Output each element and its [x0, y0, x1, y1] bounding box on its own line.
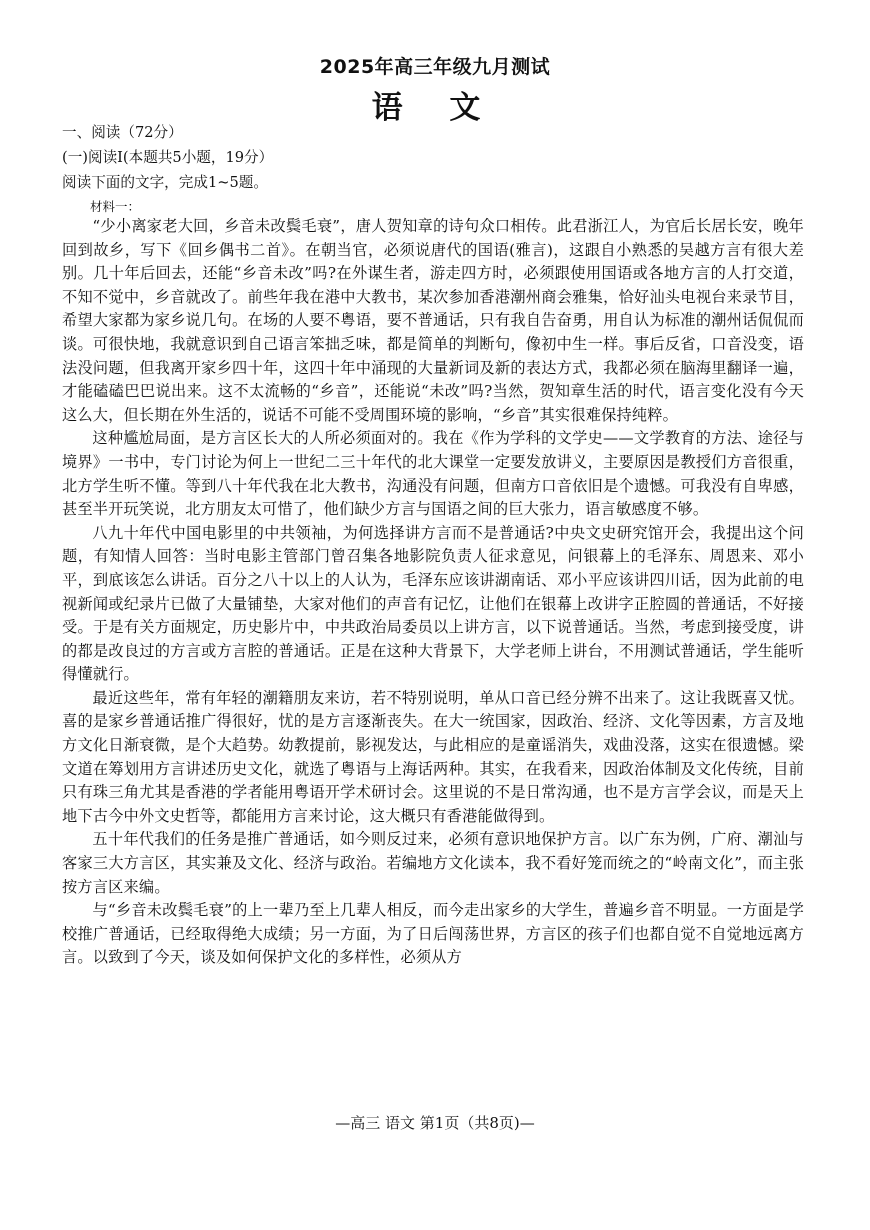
instruction-text: 阅读下面的文字，完成1~5题。	[62, 174, 268, 191]
exam-title: 2025年高三年级九月测试	[319, 56, 551, 78]
page-footer: —高三 语文 第1页（共8页)—	[335, 1114, 535, 1132]
material-label: 材料一：	[90, 199, 141, 214]
section-part-heading: 一、阅读（72分）	[62, 124, 183, 141]
passage	[62, 215, 804, 970]
paragraph: 八九十年代中国电影里的中共领袖，为何选择讲方言而不是普通话?中央文史研究馆开会，我提出这个问题，有知情人回答：当时电影主管部门曾召集各地影院负责人征求意见，问银幕上的毛泽东、周恩来、邓小平，到底该怎么讲话。百分之八十以上的人认为，毛泽东应该讲湖南话、邓小平应该讲四川话，因为此前的电视新闻或纪录片已做了大量铺垫，大家对他们的声音有记忆，让他们在银幕上改讲字正腔圆的普通话，不好接受。于是有关方面规定，历史影片中，中共政治局委员以上讲方言，以下说普通话。当然，考虑到接受度，讲的都是改良过的方言或方言腔的普通话。正是在这种大背景下，大学老师上讲台，不用测试普通话，学生能听得懂就行。	[62, 523, 804, 684]
subsection-heading: (一)阅读Ⅰ(本题共5小题，19分）	[62, 149, 274, 166]
subject-title: 语 文	[371, 90, 499, 126]
paragraph: 五十年代我们的任务是推广普通话，如今则反过来，必须有意识地保护方言。以广东为例，广府、潮汕与客家三大方言区，其实兼及文化、经济与政治。若编地方文化读本，我不看好笼而统之的“岭南文化”，而主张按方言区来编。	[62, 830, 804, 896]
paragraph: “少小离家老大回，乡音未改鬓毛衰”，唐人贺知章的诗句众口相传。此君浙江人，为官后长居长安，晚年回到故乡，写下《回乡偶书二首》。在朝当官，必须说唐代的国语(雅言)，这跟自小熟悉的吴越方言有很大差别。几十年后回去，还能“乡音未改”吗?在外谋生者，游走四方时，必须跟使用国语或各地方言的人打交道，不知不觉中，乡音就改了。前些年我在港中大教书，某次参加香港潮州商会雅集，恰好汕头电视台来录节目，希望大家都为家乡说几句。在场的人要不粤语，要不普通话，只有我自告奋勇，用自认为标准的潮州话侃侃而谈。可很快地，我就意识到自己语言笨拙乏味，都是简单的判断句，像初中生一样。事后反省，口音没变，语法没问题，但我离开家乡四十年，这四十年中涌现的大量新词及新的表达方式，我都必须在脑海里翻译一遍，才能磕磕巴巴说出来。这不太流畅的“乡音”，还能说“未改”吗?当然，贺知章生活的时代，语言变化没有今天这么大，但长期在外生活的，说话不可能不受周围环境的影响，“乡音”其实很难保持纯粹。	[62, 217, 804, 424]
paragraph: 最近这些年，常有年轻的潮籍朋友来访，若不特别说明，单从口音已经分辨不出来了。这让我既喜又忧。喜的是家乡普通话推广得很好，忧的是方言逐渐丧失。在大一统国家，因政治、经济、文化等因素，方言及地方文化日渐衰微，是个大趋势。幼教提前，影视发达，与此相应的是童谣消失，戏曲没落，这实在很遗憾。梁文道在筹划用方言讲述历史文化，就选了粤语与上海话两种。其实，在我看来，因政治体制及文化传统，目前只有珠三角尤其是香港的学者能用粤语开学术研讨会。这里说的不是日常沟通，也不是方言学会议，而是天上地下古今中外文史哲等，都能用方言来讨论，这大概只有香港能做得到。	[62, 688, 804, 825]
paragraph: 这种尴尬局面，是方言区长大的人所必须面对的。我在《作为学科的文学史——文学教育的方法、途径与境界》一书中，专门讨论为何上一世纪二三十年代的北大课堂一定要发放讲义，主要原因是教授们方音很重，北方学生听不懂。等到八十年代我在北大教书，沟通没有问题，但南方口音依旧是个遗憾。可我没有自卑感，甚至半开玩笑说，北方朋友太可惜了，他们缺少方言与国语之间的巨大张力，语言敏感度不够。	[62, 429, 804, 519]
paragraph: 与“乡音未改鬓毛衰”的上一辈乃至上几辈人相反，而今走出家乡的大学生，普遍乡音不明显。一方面是学校推广普通话，已经取得绝大成绩；另一方面，为了日后闯荡世界，方言区的孩子们也都自觉不自觉地远离方言。以致到了今天，谈及如何保护文化的多样性，必须从方	[62, 901, 804, 967]
